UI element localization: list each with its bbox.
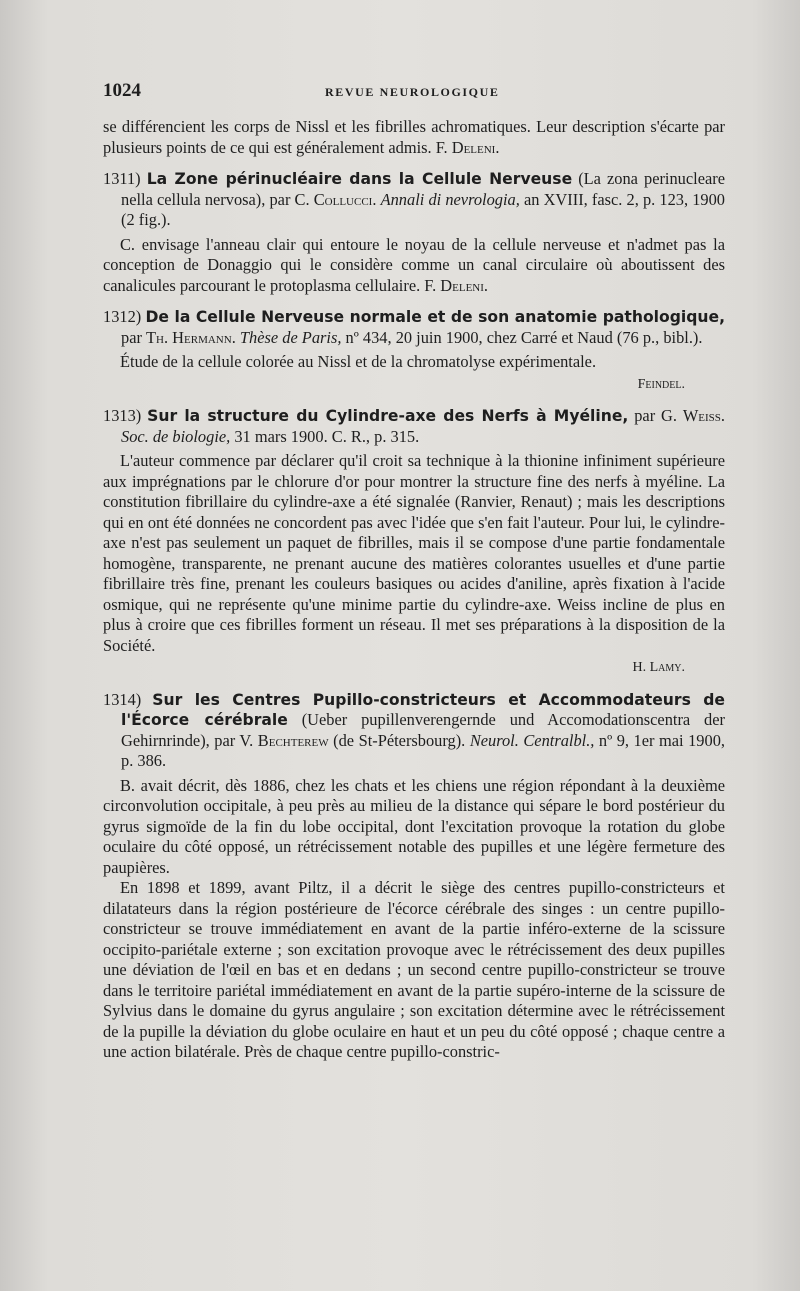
entry-heading: 1313) Sur la structure du Cylindre-axe des Nerfs à Myéline, par G. Weiss. Soc. de biologie, 31 mars 1900. C. R., p. 315. <box>103 406 725 446</box>
entry-journal: Thèse de Paris, <box>239 327 342 347</box>
entry-signature-line <box>103 373 725 396</box>
entry-summary-continued: En 1898 et 1899, avant Piltz, il a décrit le siège des centres pupillo-constricteurs et dilatateurs dans la région postérieure de l'écorce cérébrale des singes : un centre pupillo-constricteur se trouve immédiatement en avant de la partie inféro-externe de la scissure occipito-pariétale externe ; son excitation provoque avec le rétrécissement des deux pupilles une déviation de l'œil en bas et en dedans ; un second centre pupillo-constricteur se trouve dans le territoire pariétal immédiatement en avant de la partie supéro-interne de la scissure de Sylvius dans le domaine du gyrus angulaire ; son excitation détermine avec le rétrécissement de la pupille la déviation du globe oculaire en haut et un peu du côté opposé ; chaque centre a une action bilatérale. Près de chaque centre pupillo-constric- <box>103 878 725 1061</box>
entry-number: 1314) <box>103 689 142 709</box>
entry-summary: L'auteur commence par déclarer qu'il croit sa technique à la thionine infiniment supérieure aux imprégnations par le chlorure d'or pour montrer la structure fine des nerfs à myéline. La constitution fibrillaire du cylindre-axe a été signalée (Ranvier, Renaut) ; mais les descriptions qui en ont été données ne concordent pas avec l'idée que s'en fait l'auteur. Pour lui, le cylindre-axe n'est pas seulement un paquet de fibrilles, mais il se compose d'une partie fondamentale homogène, transparente, ne prenant aucune des matières colorantes usuelles et d'une partie fibrillaire très fine, prenant les couleurs basiques ou acides d'aniline, après fixation à l'acide osmique, qui ne représente qu'une minime partie du cylindre-axe. Weiss incline de plus en plus à croire que ces fibrilles forment un réseau. Il met ses préparations à la disposition de la Société. <box>103 451 725 655</box>
entry-heading: 1312) De la Cellule Nerveuse normale et de son anatomie pathologique, par Th. Hermann. Thèse de Paris, nº 434, 20 juin 1900, chez Carré et Naud (76 p., bibl.). <box>103 307 725 347</box>
entry-signature: H. Lamy. <box>632 660 685 675</box>
entry-signature: Deleni. <box>440 275 488 295</box>
entry-number: 1312) <box>103 307 142 326</box>
entry-author: Th. Hermann. <box>146 327 236 347</box>
entry-summary: Étude de la cellule colorée au Nissl et de la chromatolyse expérimentale. <box>120 352 597 371</box>
entry-signature: Feindel. <box>637 376 685 392</box>
page-header <box>103 80 723 110</box>
entry-number: 1311) <box>103 169 141 188</box>
running-title: REVUE NEUROLOGIQUE <box>325 85 500 99</box>
page-number: 1024 <box>103 80 141 101</box>
entry-author: Collucci. <box>313 189 377 209</box>
intro-paragraph: se différencient les corps de Nissl et les fibrilles achromatiques. Leur description s'écarte par plusieurs points de ce qui est généralement admis. F. Deleni. <box>103 117 725 157</box>
entry-signature-line <box>103 656 725 679</box>
entry-author: Weiss. <box>682 406 725 425</box>
entry-heading: 1311) La Zone périnucléaire dans la Cellule Nerveuse (La zona perinucleare nella cellula nervosa), par C. Collucci. Annali di nevrologia, an XVIII, fasc. 2, p. 123, 1900 (2 fig.). <box>103 169 725 229</box>
intro-author: Deleni. <box>451 137 500 157</box>
entry-author: Bechterew <box>257 730 329 750</box>
entry-journal: Neurol. Centralbl., <box>469 730 595 750</box>
entry-summary: C. envisage l'anneau clair qui entoure le noyau de la cellule nerveuse et n'admet pas la conception de Donaggio qui le considère comme un canal circulaire où aboutissent des canalicules parcourant le protoplasma cellulaire. F. Deleni. <box>103 234 725 295</box>
abstract-1311 <box>103 169 725 296</box>
entry-summary: B. avait décrit, dès 1886, chez les chats et les chiens une région répondant à la deuxième circonvolution occipitale, à peu près au milieu de la distance qui sépare le bord postérieur du gyrus sigmoïde de la fin du lobe occipital, dont l'excitation provoque la rotation du globe oculaire du côté opposé, un rétrécissement notable des pupilles et une légère fermeture des paupières. <box>103 775 725 877</box>
abstract-1313 <box>103 406 725 679</box>
entry-title: La Zone périnucléaire dans la Cellule Nerveuse <box>146 170 573 188</box>
entry-title: Sur les Centres Pupillo-constricteurs et Accommodateurs de l'Écorce cérébrale <box>121 690 725 729</box>
entry-heading: 1314) Sur les Centres Pupillo-constricteurs et Accommodateurs de l'Écorce cérébrale (Ueber pupillenverengernde und Accomodationscentra der Gehirnrinde), par V. Bechterew (de St-Pétersbourg). Neurol. Centralbl., nº 9, 1er mai 1900, p. 386. <box>103 689 725 770</box>
abstract-1312 <box>103 307 725 395</box>
entry-title: De la Cellule Nerveuse normale et de son anatomie pathologique, <box>145 308 725 326</box>
entry-journal: Annali di nevrologia, <box>380 189 520 209</box>
entry-title: Sur la structure du Cylindre-axe des Nerfs à Myéline, <box>147 407 629 425</box>
abstract-1314 <box>103 690 725 1063</box>
article-body <box>103 117 725 1063</box>
entry-journal: Soc. de biologie, <box>121 426 231 446</box>
entry-number: 1313) <box>103 406 142 425</box>
